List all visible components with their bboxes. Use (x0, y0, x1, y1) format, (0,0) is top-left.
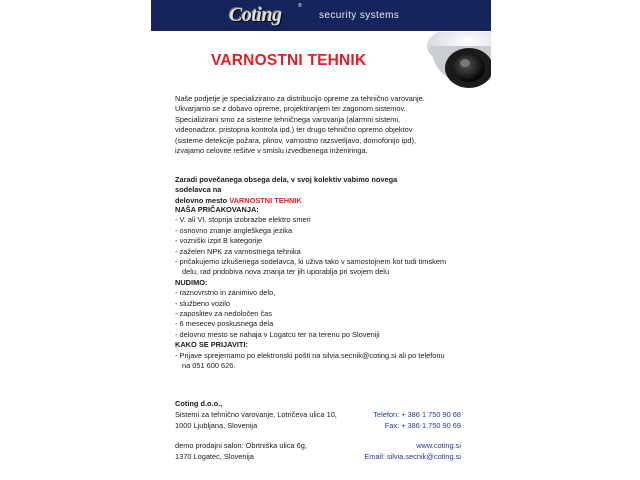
list-item: - vozniški izpit B kategorije (175, 236, 263, 246)
company-name: Coting d.o.o., (175, 399, 223, 408)
list-item: - službeno vozilo (175, 298, 231, 308)
list-item: - raznovrstno in zanimivo delo, (175, 288, 276, 298)
list-item: delu, rad pridobiva nova znanja ter jih uporablja pri svojem delu (182, 267, 390, 277)
list-item: - V. ali VI. stopnja izobrazbe elektro smeri (175, 215, 311, 225)
position-name: VARNOSTNI TEHNIK (229, 195, 302, 205)
list-item: - delovno mesto se nahaja v Logatcu ter na terenu po Sloveniji (175, 329, 380, 339)
website-link[interactable]: www.coting.si (416, 441, 461, 450)
job-title: VARNOSTNI TEHNIK (211, 52, 367, 69)
job-ad-page (151, 0, 491, 480)
company-intro: Naše podjetje je specializirano za distribucijo opreme za tehnično varovanje. Ukvarjamo se z dobavo opreme, projektiranjem ter zagonom sistemov. Specializirani smo za sisteme tehničnega varovanja (alarmni sistemi, videonadzor, pristopna kontrola ipd.) ter drugo tehnično opremo objektov (sisteme detekcije požara, plinov, varnostno razsvetljavo, domofonijo ipd), izvajamo celovite rešitve v smislu izvedbenega inženiringa. (175, 94, 425, 156)
apply-heading: KAKO SE PRIJAVITI: (175, 340, 248, 350)
web-contacts (364, 440, 461, 462)
list-item: - pričakujemo izkušenega sodelavca, ki uživa tako v samostojnem kot tudi timskem (175, 257, 447, 267)
contact-phones (373, 409, 461, 431)
tagline: security systems (319, 10, 400, 21)
email-link[interactable]: Email: silvia.secnik@coting.si (364, 452, 461, 461)
hiring-reason: Zaradi povečanega obsega dela, v svoj kolektiv vabimo novega sodelavca na delovno mesto VARNOSTNI TEHNIK (175, 175, 398, 205)
list-item: - 6 mesecev poskusnega dela (175, 319, 274, 329)
offer-heading: NUDIMO: (175, 277, 208, 287)
list-item: - osnovno znanje angleškega jezika (175, 225, 293, 235)
apply-phone: na 051 600 626. (182, 361, 236, 371)
apply-instructions: - Prijave sprejemamo po elektronski pošti na silvia.secnik@coting.si ali po telefonu (175, 350, 445, 360)
dome-camera-image (423, 32, 491, 92)
phone-number: Telefon: + 386 1 750 90 68 (373, 410, 461, 419)
header-banner: Coting ® security systems (151, 0, 491, 31)
expectations-heading: NAŠA PRIČAKOVANJA: (175, 205, 259, 214)
requirements-section (175, 205, 475, 372)
demo-salon-address: demo prodajni salon: Obrtniška ulica 6g, 1370 Logatec, Slovenija (175, 441, 307, 461)
company-address: Coting d.o.o., Sistemi za tehnično varovanje, Lotričeva ulica 10, 1000 Ljubljana, Slovenija (175, 399, 337, 430)
list-item: - zaposlitev za nedoločen čas (175, 309, 272, 319)
list-item: - zaželen NPK za varnostnega tehnika (175, 246, 301, 256)
fax-number: Fax: + 386 1 750 90 69 (384, 421, 461, 430)
